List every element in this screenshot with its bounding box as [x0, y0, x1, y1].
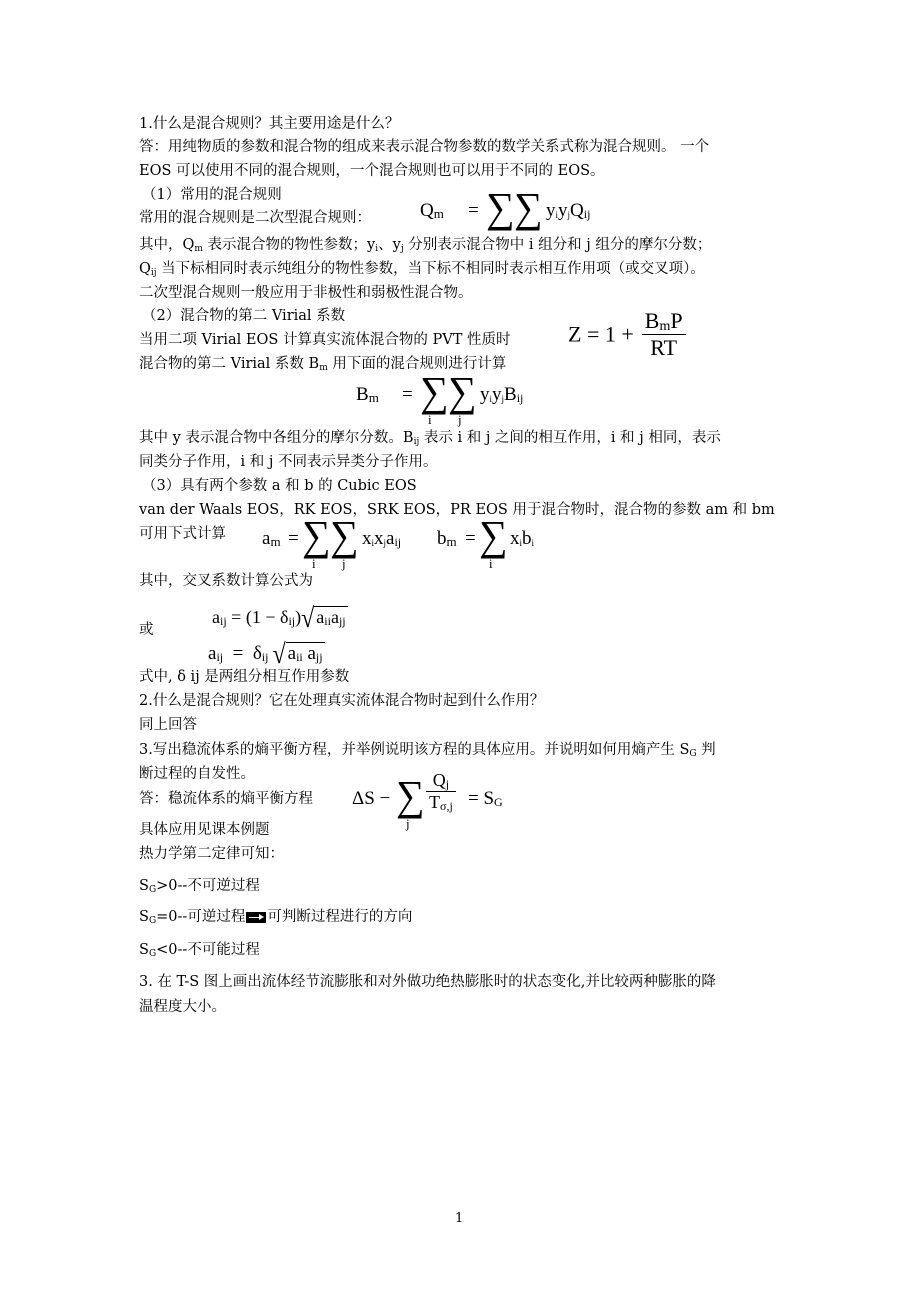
- answer-2: 同上回答: [139, 717, 197, 733]
- cubic-eos-line: van der Waals EOS，RK EOS，SRK EOS，PR EOS 用于混合物时，混合物的参数 am 和 bm: [139, 502, 775, 518]
- interaction-line-2: 同类分子作用，i 和 j 不同表示异类分子作用。: [139, 454, 438, 470]
- question-2: 2.什么是混合规则？它在处理真实流体混合物时起到什么作用？: [139, 693, 545, 709]
- virial-text-2: 混合物的第二 Virial 系数 $B_m$ 用下面的混合规则进行计算: [139, 356, 507, 373]
- bm-cubic-formula: $b_m$ = ∑ i $x_ib_i$: [437, 511, 535, 571]
- question-3b-line-2: 温程度大小。: [139, 999, 226, 1015]
- question-3-line-1: 3.写出稳流体系的熵平衡方程，并举例说明该方程的具体应用。并说明如何用熵产生 $S_G$ 判: [139, 742, 716, 759]
- z-formula: Z = 1 + $\frac{B_mP}{RT}$: [568, 308, 686, 361]
- sg-zero: $S_G=0--$可逆过程 可判断过程进行的方向: [139, 909, 413, 926]
- question-1: 1.什么是混合规则？其主要用途是什么？: [139, 116, 400, 132]
- or-label: 或: [139, 622, 154, 638]
- definition-line-1: 其中，$Q_m$ 表示混合物的物性参数；$y_i$、$y_j$ 分别表示混合物中 i 组分和 j 组分的摩尔分数；: [139, 237, 712, 254]
- document-page: 1.什么是混合规则？其主要用途是什么？ 答：用纯物质的参数和混合物的组成来表示混合物参数的数学关系式称为混合规则。 一个 EOS 可以使用不同的混合规则，一个混合规则也可以用于不同的 EOS。 （1）常用的混合规则 常用的混合规则是二次型混合规则： $Q_m$ = ∑ ∑ $y_iy_jQ_{ij}$ 其中，$Q_m$ 表示混合物的物性参数；$y_i$、$y_j$ 分别表示混合物中 i 组分和 j 组分的摩尔分数； $Q_{ij}$ 当下标相同时表示纯组分的物性参数，当下标不相同时表示相互作用项（或交叉项）。 二次型混合规则一般应用于非极性和弱极性混合物。 （2）混合物的第二 Virial 系数 当用二项 Virial EOS 计算真实流体混合物的 PVT 性质时 混合物的第二 Virial 系数 $B_m$ 用下面的混合规则进行计算 Z = 1 + $\frac{B_mP}{RT}$ $B_m$ = ∑ ∑ i j $y_iy_jB_{ij}$ 其中 y 表示混合物中各组分的摩尔分数。$B_{ij}$ 表示 i 和 j 之间的相互作用，i 和 j 相同，表示 同类分子作用，i 和 j 不同表示异类分子作用。 （3）具有两个参数 a 和 b 的 Cubic EOS van der Waals EOS，RK EOS，SRK EOS，PR EOS 用于混合物时，混合物的参数 am 和 bm 可用下式计算 $a_m$ = ∑ ∑ i j $x_ix_ja_{ij}$ $b_m$ = ∑ i $x_ib_i$ 其中，交叉系数计算公式为 $a_{ij} = (1 - \delta_{ij})√$ $a_{ii}a_{jj}$ 或 $a_{ij} = \delta_{ij}$ √ $a_{ii}$ $a_{jj}$ 式中, δ ij 是两组分相互作用参数 2.什么是混合规则？它在处理真实流体混合物时起到什么作用？ 同上回答 3.写出稳流体系的熵平衡方程，并举例说明该方程的具体应用。并说明如何用熵产生 $S_G$ 判 断过程的自发性。 答：稳流体系的熵平衡方程 ΔS − ∑ j $\frac{Q_j}{T_{\sigma,j}}$ = $S_G$ 具体应用见课本例题 热力学第二定律可知： $S_G>0--$不可逆过程 $S_G=0--$可逆过程 可判断过程进行的方向 $S_G<0--$不可能过程 3. 在 T-S 图上画出流体经节流膨胀和对外做功绝热膨胀时的状态变化,并比较两种膨胀的降 温程度大小。 1: [0, 0, 920, 1302]
- answer-1-line-2: EOS 可以使用不同的混合规则，一个混合规则也可以用于不同的 EOS。: [139, 163, 605, 179]
- aij-formula-2: $a_{ij} = \delta_{ij}$ √ $a_{ii}$ $a_{jj}$: [208, 639, 323, 670]
- question-3-line-2: 断过程的自发性。: [139, 766, 255, 782]
- second-law-line: 热力学第二定律可知：: [139, 846, 284, 862]
- entropy-balance-formula: ΔS − ∑ j $\frac{Q_j}{T_{\sigma,j}}$ = $S_G$: [352, 770, 503, 831]
- aij-formula-1: $a_{ij} = (1 - \delta_{ij})√$ $a_{ii}a_{jj}$: [212, 603, 346, 634]
- answer-3-line: 答：稳流体系的熵平衡方程: [139, 791, 313, 807]
- sg-negative: $S_G<0--$不可能过程: [139, 942, 260, 959]
- am-formula: $a_m$ = ∑ ∑ i j $x_ix_ja_{ij}$: [262, 511, 402, 571]
- section-1-heading: （1）常用的混合规则: [142, 187, 282, 203]
- quadratic-rule-text: 常用的混合规则是二次型混合规则：: [139, 210, 371, 226]
- interaction-line-1: 其中 y 表示混合物中各组分的摩尔分数。$B_{ij}$ 表示 i 和 j 之间的相互作用，i 和 j 相同，表示: [139, 430, 721, 447]
- section-2-heading: （2）混合物的第二 Virial 系数: [142, 308, 346, 324]
- delta-definition: 式中, δ ij 是两组分相互作用参数: [139, 669, 350, 685]
- cross-coef-line: 其中，交叉系数计算公式为: [139, 573, 313, 589]
- sg-positive: $S_G>0--$不可逆过程: [139, 878, 260, 895]
- virial-text-1: 当用二项 Virial EOS 计算真实流体混合物的 PVT 性质时: [139, 332, 511, 348]
- right-arrow-icon: [246, 912, 266, 923]
- calc-line: 可用下式计算: [139, 526, 226, 542]
- application-ref: 具体应用见课本例题: [139, 822, 270, 838]
- definition-line-2: $Q_{ij}$ 当下标相同时表示纯组分的物性参数，当下标不相同时表示相互作用项（或交叉项）。: [139, 261, 705, 278]
- application-line: 二次型混合规则一般应用于非极性和弱极性混合物。: [139, 285, 473, 301]
- page-number: 1: [455, 1211, 464, 1226]
- answer-1-line-1: 答：用纯物质的参数和混合物的组成来表示混合物参数的数学关系式称为混合规则。 一个: [139, 139, 710, 155]
- question-3b-line-1: 3. 在 T-S 图上画出流体经节流膨胀和对外做功绝热膨胀时的状态变化,并比较两种膨胀的降: [139, 974, 716, 990]
- section-3-heading: （3）具有两个参数 a 和 b 的 Cubic EOS: [142, 478, 417, 494]
- bm-formula: $B_m$ = ∑ ∑ i j $y_iy_jB_{ij}$: [356, 367, 524, 427]
